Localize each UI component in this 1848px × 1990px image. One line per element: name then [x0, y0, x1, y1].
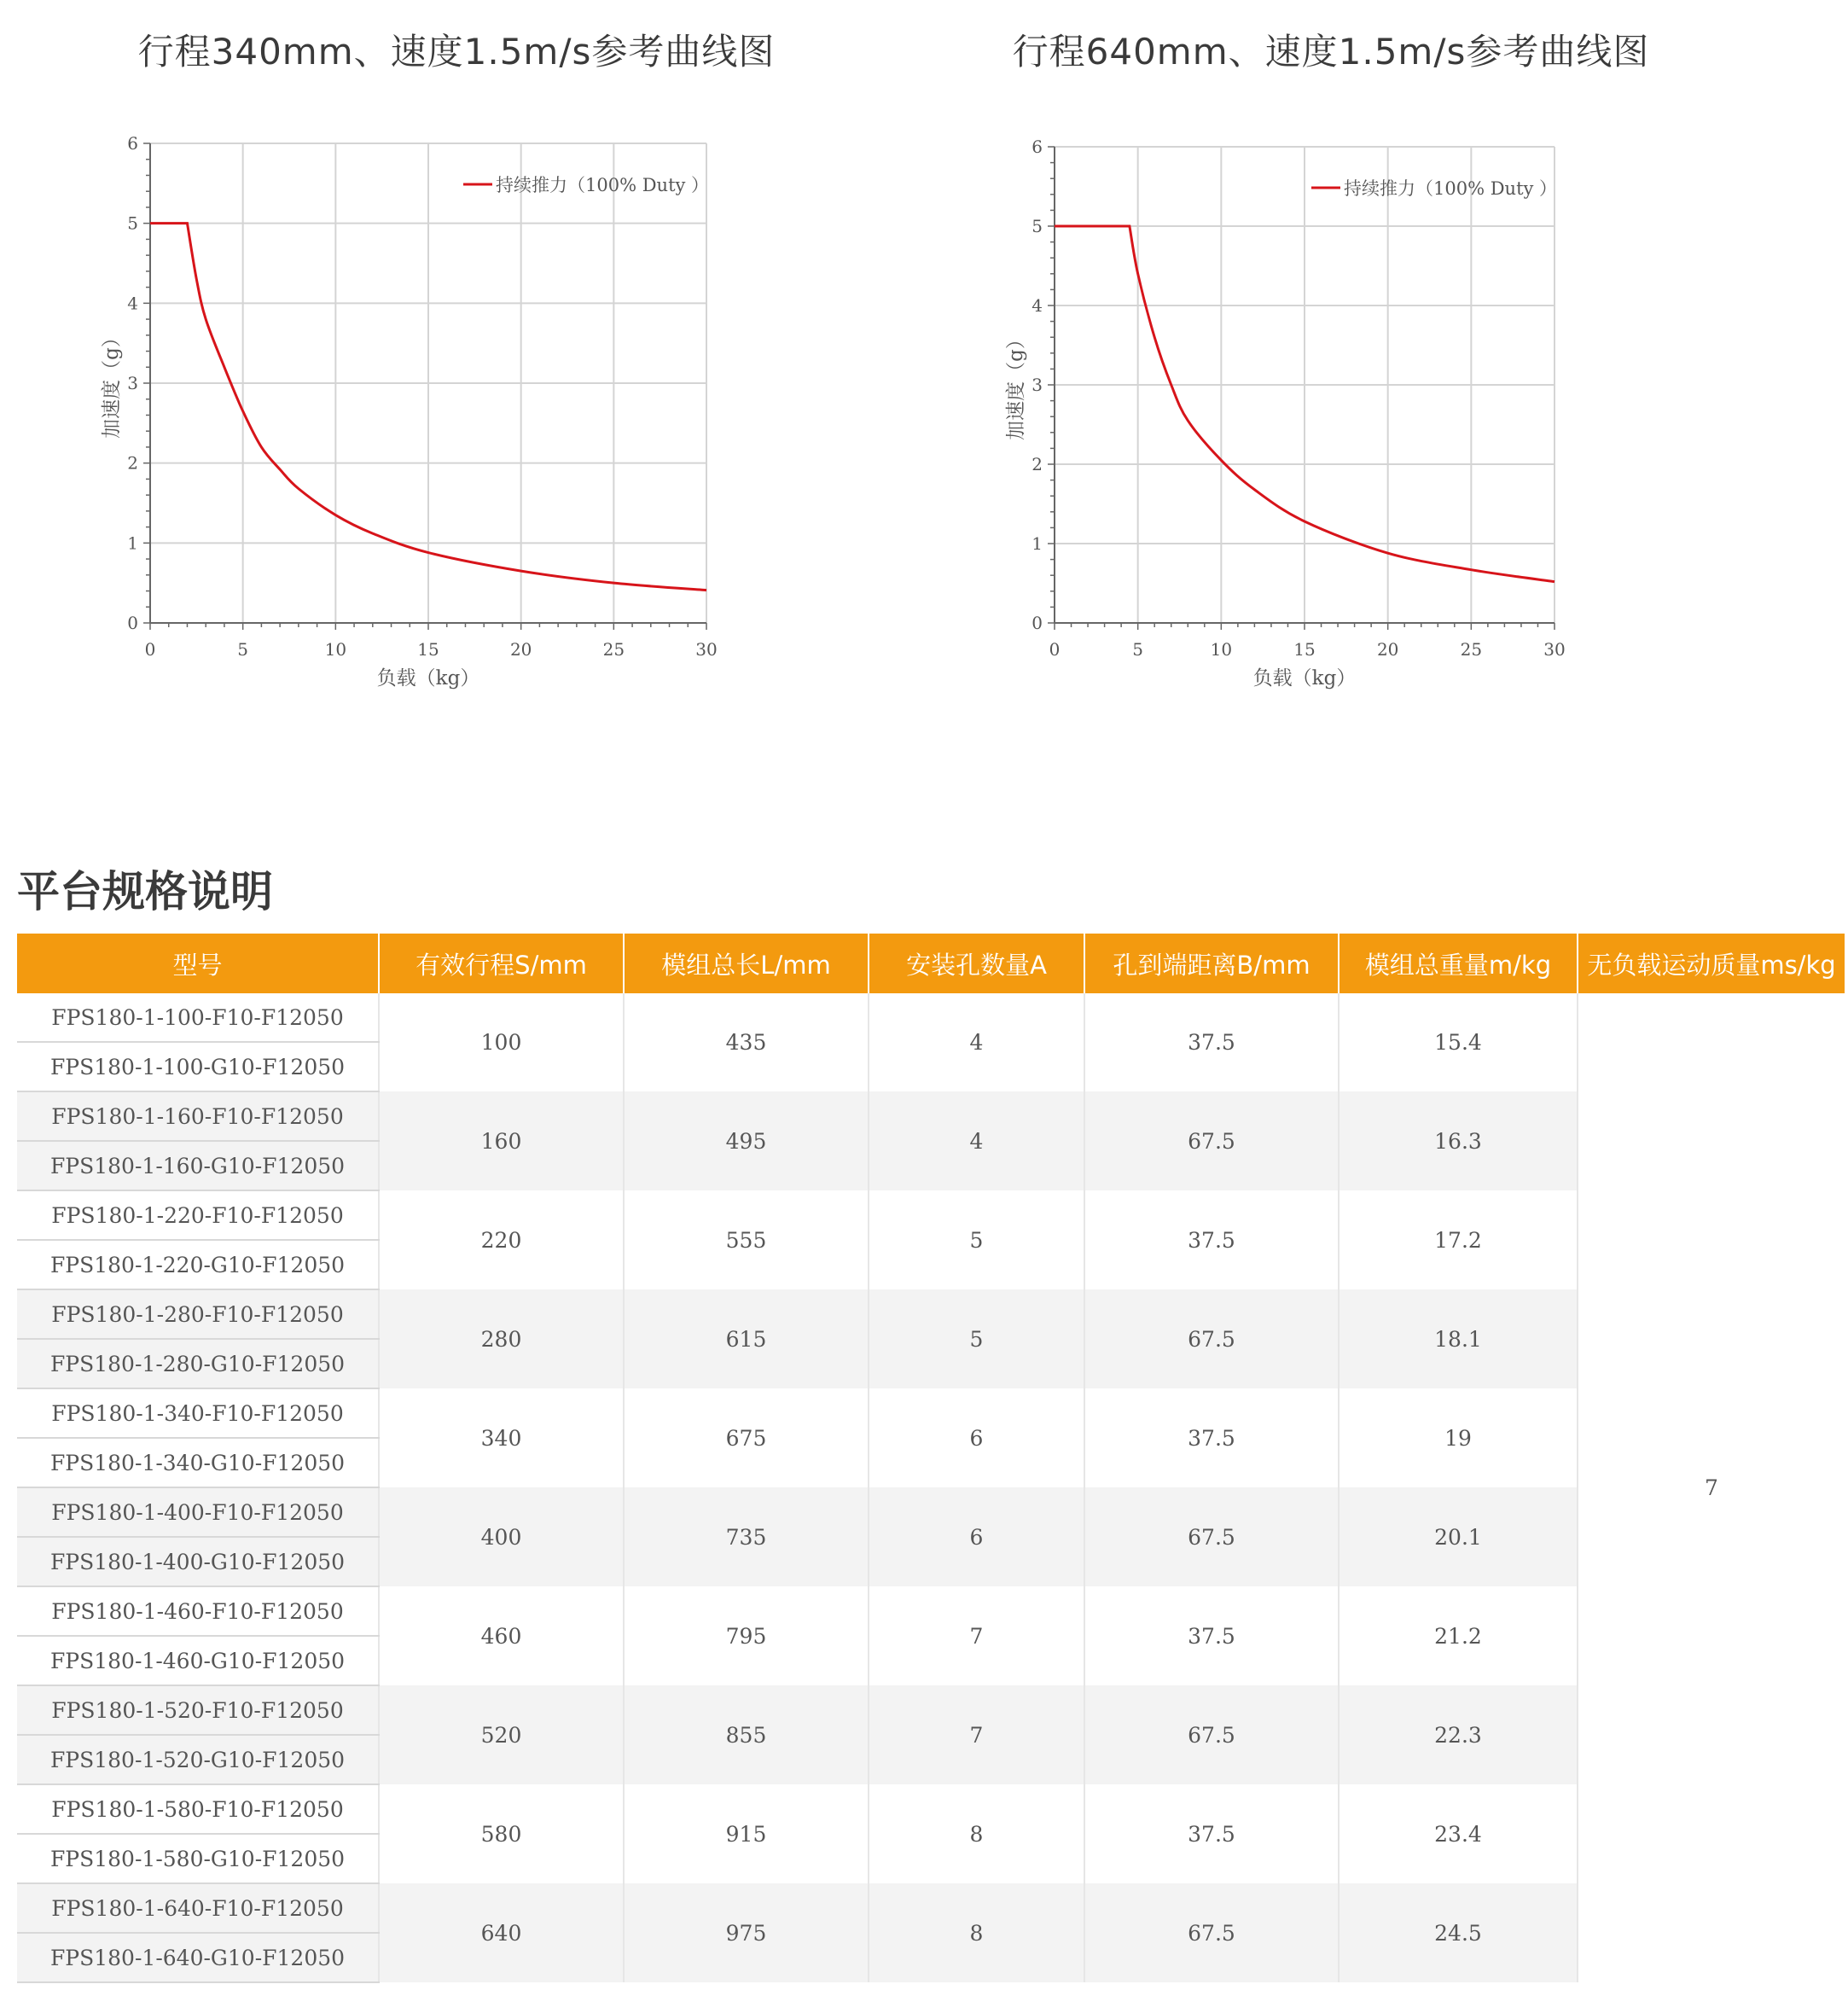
x-tick-label: 20: [509, 639, 532, 660]
header-length: 模组总长L/mm: [624, 934, 869, 993]
table-row: [17, 1289, 1845, 1339]
legend-label: 持续推力（100% Duty ）: [1344, 178, 1558, 199]
weight-cell: 18.1: [1339, 1289, 1578, 1388]
x-tick-label: 0: [144, 639, 156, 660]
holes-cell: 4: [869, 1091, 1084, 1190]
stroke-cell: 220: [379, 1190, 624, 1289]
model-cell: FPS180-1-580-G10-F12050: [17, 1834, 379, 1883]
length-cell: 555: [624, 1190, 869, 1289]
y-tick-label: 1: [127, 532, 138, 554]
model-cell: FPS180-1-280-G10-F12050: [17, 1339, 379, 1388]
x-tick-label: 15: [417, 639, 439, 660]
section-title: 平台规格说明: [17, 867, 273, 916]
length-cell: 495: [624, 1091, 869, 1190]
model-cell: FPS180-1-400-G10-F12050: [17, 1537, 379, 1586]
header-holes: 安装孔数量A: [869, 934, 1084, 993]
holes-cell: 5: [869, 1289, 1084, 1388]
holes-cell: 7: [869, 1586, 1084, 1685]
y-tick-label: 2: [127, 452, 138, 474]
y-tick-label: 0: [1032, 613, 1043, 633]
model-cell: FPS180-1-220-G10-F12050: [17, 1240, 379, 1289]
x-tick-label: 20: [1376, 639, 1399, 660]
holes-cell: 4: [869, 993, 1084, 1091]
weight-cell: 20.1: [1339, 1487, 1578, 1586]
x-tick-label: 25: [602, 639, 625, 660]
model-cell: FPS180-1-580-F10-F12050: [17, 1784, 379, 1834]
chart-left: [85, 128, 802, 725]
holes-cell: 5: [869, 1190, 1084, 1289]
header-model: 型号: [17, 934, 379, 993]
length-cell: 975: [624, 1883, 869, 1982]
y-tick-label: 5: [1032, 216, 1043, 236]
length-cell: 855: [624, 1685, 869, 1784]
weight-cell: 17.2: [1339, 1190, 1578, 1289]
length-cell: 735: [624, 1487, 869, 1586]
y-tick-label: 2: [1032, 454, 1043, 474]
spec-table: [17, 934, 1845, 1983]
stroke-cell: 400: [379, 1487, 624, 1586]
x-axis-label: 负载（kg）: [376, 667, 480, 690]
length-cell: 915: [624, 1784, 869, 1883]
stroke-cell: 640: [379, 1883, 624, 1982]
header-distance: 孔到端距离B/mm: [1084, 934, 1339, 993]
distance-cell: 67.5: [1084, 1487, 1339, 1586]
legend-label: 持续推力（100% Duty ）: [496, 175, 710, 195]
stroke-cell: 160: [379, 1091, 624, 1190]
y-tick-label: 3: [1032, 375, 1043, 395]
y-axis-label: 加速度（g）: [101, 328, 123, 439]
stroke-cell: 460: [379, 1586, 624, 1685]
model-cell: FPS180-1-220-F10-F12050: [17, 1190, 379, 1240]
model-cell: FPS180-1-640-F10-F12050: [17, 1883, 379, 1933]
stroke-cell: 100: [379, 993, 624, 1091]
x-tick-label: 25: [1460, 639, 1483, 660]
header-weight: 模组总重量m/kg: [1339, 934, 1578, 993]
model-cell: FPS180-1-340-G10-F12050: [17, 1438, 379, 1487]
model-cell: FPS180-1-520-F10-F12050: [17, 1685, 379, 1735]
weight-cell: 24.5: [1339, 1883, 1578, 1982]
distance-cell: 67.5: [1084, 1091, 1339, 1190]
y-tick-label: 3: [127, 373, 138, 393]
y-tick-label: 5: [127, 212, 138, 234]
y-tick-label: 6: [127, 133, 138, 154]
length-cell: 435: [624, 993, 869, 1091]
table-row: [17, 1190, 1845, 1240]
table-header-row: [17, 934, 1845, 993]
model-cell: FPS180-1-640-G10-F12050: [17, 1933, 379, 1982]
stroke-cell: 520: [379, 1685, 624, 1784]
table-row: [17, 1091, 1845, 1141]
holes-cell: 7: [869, 1685, 1084, 1784]
table-row: [17, 1784, 1845, 1834]
model-cell: FPS180-1-460-F10-F12050: [17, 1586, 379, 1636]
holes-cell: 8: [869, 1883, 1084, 1982]
model-cell: FPS180-1-340-F10-F12050: [17, 1388, 379, 1438]
x-tick-label: 15: [1293, 639, 1316, 660]
model-cell: FPS180-1-520-G10-F12050: [17, 1735, 379, 1784]
x-tick-label: 30: [695, 639, 718, 660]
x-tick-label: 5: [1132, 639, 1144, 660]
y-tick-label: 4: [127, 293, 138, 314]
distance-cell: 67.5: [1084, 1289, 1339, 1388]
model-cell: FPS180-1-160-G10-F12050: [17, 1141, 379, 1190]
holes-cell: 6: [869, 1487, 1084, 1586]
length-cell: 675: [624, 1388, 869, 1487]
model-cell: FPS180-1-280-F10-F12050: [17, 1289, 379, 1339]
distance-cell: 37.5: [1084, 1190, 1339, 1289]
table-row: [17, 993, 1845, 1042]
y-axis-label: 加速度（g）: [1005, 329, 1027, 440]
model-cell: FPS180-1-100-F10-F12050: [17, 993, 379, 1042]
stroke-cell: 340: [379, 1388, 624, 1487]
y-tick-label: 6: [1032, 137, 1043, 157]
table-body: [17, 993, 1845, 1982]
moving-mass-cell: 7: [1578, 993, 1845, 1982]
model-cell: FPS180-1-100-G10-F12050: [17, 1042, 379, 1091]
header-moving-mass: 无负载运动质量ms/kg: [1578, 934, 1845, 993]
chart-title-right: 行程640mm、速度1.5m/s参考曲线图: [1012, 31, 1650, 73]
y-tick-label: 4: [1032, 295, 1043, 316]
x-tick-label: 10: [1210, 639, 1233, 660]
x-tick-label: 30: [1543, 639, 1566, 660]
chart-title-left: 行程340mm、速度1.5m/s参考曲线图: [137, 31, 776, 73]
model-cell: FPS180-1-400-F10-F12050: [17, 1487, 379, 1537]
weight-cell: 22.3: [1339, 1685, 1578, 1784]
table-row: [17, 1388, 1845, 1438]
weight-cell: 21.2: [1339, 1586, 1578, 1685]
distance-cell: 67.5: [1084, 1685, 1339, 1784]
table-row: [17, 1487, 1845, 1537]
stroke-cell: 280: [379, 1289, 624, 1388]
y-tick-label: 0: [127, 613, 138, 633]
y-tick-label: 1: [1032, 533, 1043, 554]
weight-cell: 23.4: [1339, 1784, 1578, 1883]
x-tick-label: 0: [1049, 639, 1061, 660]
header-stroke: 有效行程S/mm: [379, 934, 624, 993]
holes-cell: 6: [869, 1388, 1084, 1487]
distance-cell: 37.5: [1084, 993, 1339, 1091]
table-row: [17, 1883, 1845, 1933]
length-cell: 615: [624, 1289, 869, 1388]
x-tick-label: 10: [324, 639, 347, 660]
x-tick-label: 5: [237, 639, 249, 660]
length-cell: 795: [624, 1586, 869, 1685]
distance-cell: 37.5: [1084, 1784, 1339, 1883]
weight-cell: 15.4: [1339, 993, 1578, 1091]
x-axis-label: 负载（kg）: [1252, 667, 1357, 690]
table-row: [17, 1586, 1845, 1636]
model-cell: FPS180-1-160-F10-F12050: [17, 1091, 379, 1141]
distance-cell: 37.5: [1084, 1586, 1339, 1685]
stroke-cell: 580: [379, 1784, 624, 1883]
model-cell: FPS180-1-460-G10-F12050: [17, 1636, 379, 1685]
chart-right: [990, 128, 1706, 725]
table-row: [17, 1685, 1845, 1735]
weight-cell: 16.3: [1339, 1091, 1578, 1190]
holes-cell: 8: [869, 1784, 1084, 1883]
distance-cell: 67.5: [1084, 1883, 1339, 1982]
weight-cell: 19: [1339, 1388, 1578, 1487]
distance-cell: 37.5: [1084, 1388, 1339, 1487]
